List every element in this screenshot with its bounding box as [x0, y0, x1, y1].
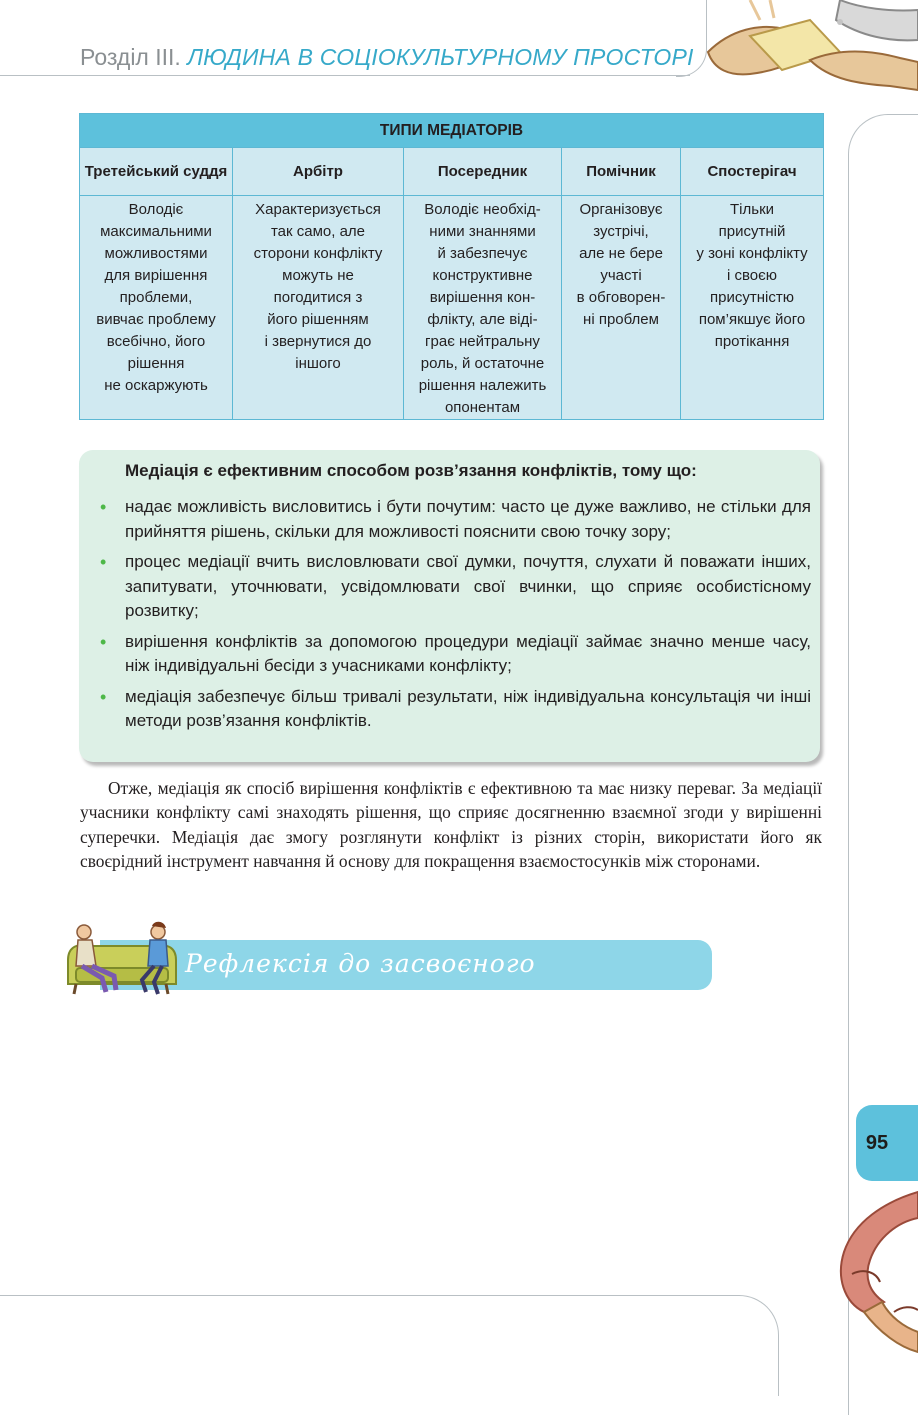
table-cell-line: ні проблем [583, 311, 659, 328]
table-cell-line: флікту, але віді- [427, 311, 538, 328]
table-cell-line: роль, й остаточне [420, 355, 545, 372]
table-cell-line: опонентам [444, 399, 521, 416]
table-cell [681, 196, 824, 420]
header-rule [0, 75, 690, 76]
table-cell-line: конструктивне [432, 267, 533, 284]
table-cell-line: протікання [714, 333, 790, 350]
table-cell [404, 196, 562, 420]
table-cell-line: можливостями [104, 245, 208, 262]
section-title: ЛЮДИНА В СОЦІОКУЛЬТУРНОМУ ПРОСТОРІ [187, 44, 694, 70]
table-cell-line: у зоні конфлікту [696, 245, 808, 262]
table-cell-line: рішення [127, 355, 185, 372]
table-cell-line: ними знаннями [429, 223, 536, 240]
table-cell [562, 196, 681, 420]
handshake-illustration [690, 0, 918, 98]
box-title: Медіація є ефективним способом розв’язання конфліктів, тому що: [125, 461, 697, 480]
column-header: Посередник [404, 148, 562, 196]
table-cell-line: максимальними [100, 223, 212, 240]
mediator-types-table [79, 113, 824, 420]
table-cell-line: так само, але [270, 223, 366, 240]
table-cell-line: й забезпечує [437, 245, 528, 262]
table-cell-line: Володіє необхід- [424, 201, 541, 218]
reflection-heading: Рефлексія до засвоєного [185, 949, 536, 978]
table-cell-line: грає нейтральну [425, 333, 540, 350]
table-cell-line: вирішення кон- [429, 289, 536, 306]
list-item-text: вирішення конфліктів за допомогою процедури медіації займає значно менше часу, ніж індивідуальні бесіди з учасниками конфлікту; [125, 631, 811, 675]
table-cell-line: Характеризується [255, 201, 381, 218]
table-cell-line: але не бере [579, 245, 663, 262]
table-cell-line: всебічно, його [106, 333, 206, 350]
table-cell-line: рішення належить [418, 377, 547, 394]
running-header [80, 44, 694, 71]
list-item-text: процес медіації вчить висловлювати свої думки, почуття, слухати й поважати інших, запитувати, уточнювати, усвідомлювати свої вчинки, що сприяє особистісному розвитку; [125, 552, 811, 620]
list-item [100, 630, 811, 679]
table-cell [233, 196, 404, 420]
table-cell-line: Тільки [730, 201, 775, 218]
list-item-text: надає можливість висловитись і бути почутим: часто це дуже важливо, не стільки для прийняття рішень, скільки для можливості пояснити свою точку зору; [125, 497, 811, 541]
bullet-icon: • [100, 552, 107, 572]
list-item [100, 685, 811, 734]
section-label: Розділ III. [80, 44, 181, 70]
column-header: Помічник [562, 148, 681, 196]
page-bottom-frame [0, 1295, 779, 1396]
table-cell-line: пом’якшує його [698, 311, 806, 328]
table-cell-line: і своєю [727, 267, 778, 284]
sofa-people-illustration [62, 920, 180, 1000]
table-cell-line: не оскаржують [104, 377, 208, 394]
column-header: Спостерігач [681, 148, 824, 196]
table-caption: ТИПИ МЕДІАТОРІВ [80, 114, 824, 148]
list-item-text: медіація забезпечує більш тривалі результати, ніж індивідуальна консультація чи інші методи розв’язання конфліктів. [125, 686, 811, 730]
table-cell-line: в обговорен- [576, 289, 666, 306]
column-header: Арбітр [233, 148, 404, 196]
table-cell-line: іншого [295, 355, 341, 372]
column-header: Третейський суддя [80, 148, 233, 196]
bullet-icon: • [100, 497, 107, 517]
table-cell-line: погодитися з [273, 289, 363, 306]
table-cell-line: Володіє [128, 201, 184, 218]
table-cell-line: участі [600, 267, 642, 284]
list-item [100, 495, 811, 544]
table-cell-line: присутністю [710, 289, 794, 306]
table-cell-line: зустрічі, [593, 223, 649, 240]
page-number: 95 [865, 1132, 889, 1154]
bullet-icon: • [100, 631, 107, 652]
table-cell-line: проблеми, [119, 289, 193, 306]
benefits-list [100, 495, 811, 740]
list-item [100, 550, 811, 624]
table-cell-line: Організовує [579, 201, 663, 218]
joined-hands-illustration [824, 1182, 918, 1360]
table-cell-line: і звернутися до [264, 333, 372, 350]
benefits-box [79, 450, 820, 762]
table-cell-line: для вирішення [104, 267, 208, 284]
conclusion-paragraph: Отже, медіація як спосіб вирішення конфліктів є ефективною та має низку переваг. За медіації учасники конфлікту самі знаходять рішення, що сприяє досягненню взаємної згоди у вирішенні суперечки. Медіація дає змогу розглянути конфлікт із різних сторін, використати його як своєрідний інструмент навчання й основу для покращення взаємостосунків між сторонами. [80, 778, 822, 871]
bullet-icon: • [100, 686, 107, 707]
table-cell-line: його рішенням [267, 311, 369, 328]
table-cell-line: сторони конфлікту [253, 245, 383, 262]
table-cell-line: присутній [718, 223, 786, 240]
table-cell-line: вивчає проблему [96, 311, 216, 328]
table-cell-line: можуть не [282, 267, 354, 284]
table-cell [80, 196, 233, 420]
